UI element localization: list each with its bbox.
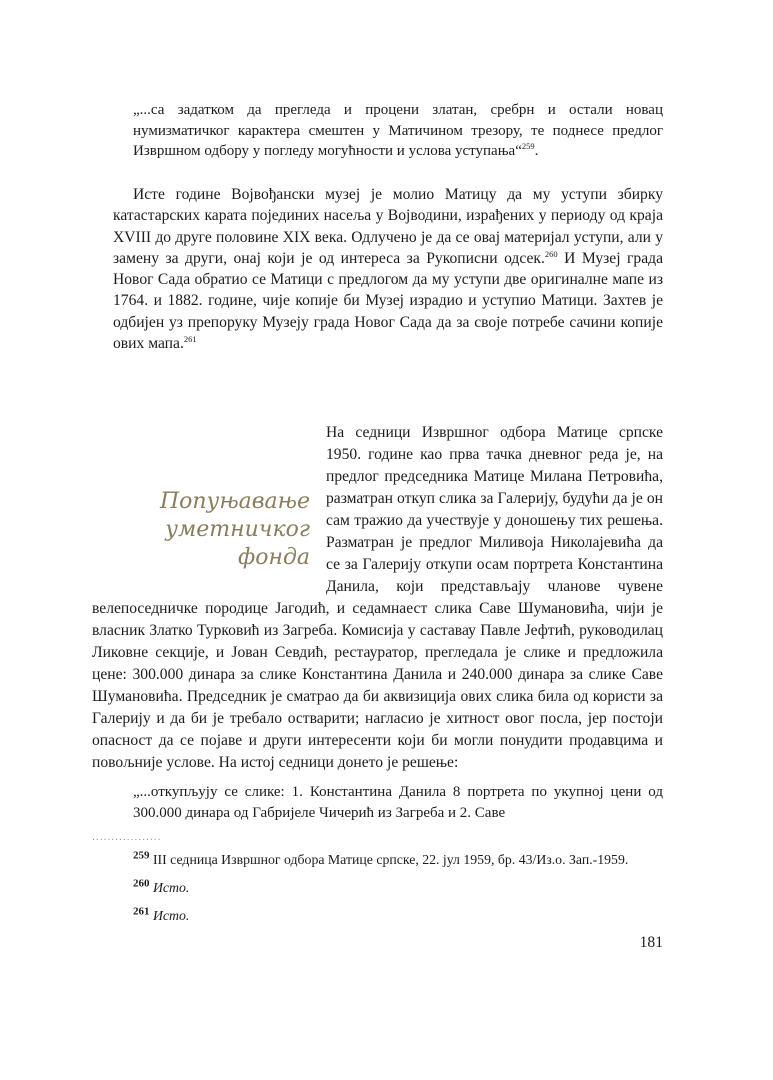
footnotes: [92, 850, 663, 934]
paragraph-vojvodina-museum: [113, 184, 663, 354]
footnote-ref-260[interactable]: 260: [544, 248, 558, 259]
footnote-261: [92, 906, 663, 926]
footnote-number: 259: [133, 849, 150, 862]
section-heading-line1: Попуњавање: [159, 489, 310, 514]
section-heading-line2: уметничког фонда: [165, 517, 310, 570]
footnote-divider: ..................: [92, 833, 162, 843]
quote2-text: „...откупљују се слике: 1. Константина Данила 8 портрета по укупној цени од 300.000 динара од Габријеле Чичерић из Загреба и 2. Саве: [133, 784, 663, 821]
footnote-number: 261: [133, 905, 150, 918]
footnote-260: [92, 878, 663, 898]
section-heading: [92, 488, 310, 588]
footnote-259: [92, 850, 663, 870]
quote1-end: .: [534, 143, 539, 159]
footnote-ref-261[interactable]: 261: [183, 333, 197, 344]
para1-part1: Исте године Војвођански музеј је молио Матицу да му уступи збирку катастарских карата појединих насеља у Војводини, израђених у периоду од краја XVIII до друге половине XIX века. Одлучено је да се овај материјал уступи, али у замену за други, онај који је од интереса за Рукописни одсек.: [113, 186, 663, 267]
footnote-text: III седница Извршног одбора Матице српске, 22. јул 1959, бр. 43/Из.о. Зап.-1959.: [152, 852, 629, 867]
footnote-number: 260: [133, 877, 150, 890]
paragraph-gallery-purchase: [92, 422, 663, 774]
para1-part2: И Музеј града Новог Сада обратио се Матици с предлогом да му уступи две оригиналне мапе из 1764. и 1882. године, чије копије би Музеј израдио и уступио Матици. Захтев је одбијен уз препоруку Музеју града Новог Сада да за своје потребе сачини копије ових мапа.: [113, 249, 663, 353]
quote1-text: „...са задатком да прегледа и процени златан, сребрн и остали новац нумизматичког карактера смештен у Матичином трезору, те поднесе предлог Извршном одбору у погледу могућности и услова уступања“: [133, 102, 663, 159]
block-quote-treasury: [133, 100, 663, 162]
page-number: 181: [639, 934, 663, 951]
footnote-text: Исто.: [152, 908, 190, 923]
block-quote-purchase-decision: [133, 782, 663, 824]
footnote-ref-259[interactable]: 259: [521, 141, 535, 151]
para2-text: На седници Извршног одбора Матице српске 1950. године као прва тачка дневног реда је, на предлог председника Матице Милана Петровића, разматран откуп слика за Галерију, будући да је он сам тражио да учествује у доношењу тих решења. Разматран је предлог Миливоја Николајевића да се за Галерију откупи осам портрета Константина Данила, који представљају чланове чувене велепоседничке породице Јагодић, и седамнаест слика Саве Шумановића, чији је власник Златко Турковић из Загреба. Комисија у саставау Павле Јефтић, руководилац Ликовне секције, и Јован Севдић, рестауратор, прегледала је слике и предложила цене: 300.000 динара за слике Константина Данила и 240.000 динара за слике Саве Шумановића. Председник је сматрао да би аквизиција ових слика била од користи за Галерију и да би је требало остварити; нагласио је хитност овог посла, јер постоји опасност да се појаве и други интересенти који би могли понудити продавцима и повољније услове. На истој седници донето је решење:: [92, 424, 663, 771]
footnote-text: Исто.: [152, 880, 190, 895]
